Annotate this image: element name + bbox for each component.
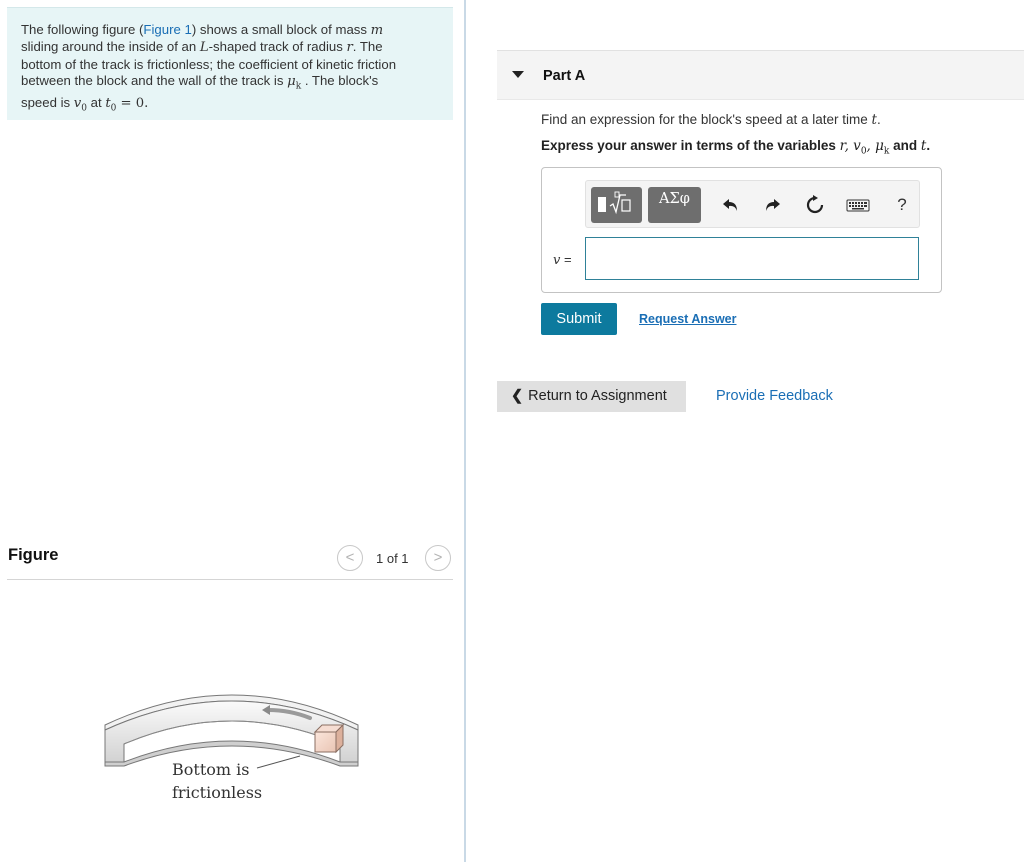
chevron-left-icon: ❮ bbox=[511, 388, 524, 404]
math-var-t: t bbox=[105, 96, 111, 112]
annotation-text: Bottom is bbox=[172, 760, 250, 779]
math-var-m: m bbox=[370, 23, 384, 38]
math-var-mu: μ bbox=[287, 74, 296, 90]
problem-text: The following figure ( bbox=[21, 22, 144, 37]
help-button[interactable]: ? bbox=[897, 195, 907, 214]
reset-icon[interactable] bbox=[803, 193, 827, 217]
problem-statement bbox=[7, 7, 453, 120]
caret-down-icon[interactable] bbox=[512, 71, 524, 78]
equals-sign: = bbox=[560, 252, 572, 267]
figure-illustration bbox=[100, 680, 365, 810]
answer-variable-label bbox=[553, 252, 572, 268]
templates-sqrt-icon[interactable] bbox=[591, 187, 642, 223]
left-pane bbox=[0, 0, 466, 862]
problem-text: -shaped track of radius bbox=[208, 39, 347, 55]
question-prefix: Find an expression for the block's speed at a later time bbox=[541, 112, 872, 127]
question-text bbox=[541, 112, 881, 128]
block bbox=[315, 725, 343, 752]
request-answer-link[interactable]: Request Answer bbox=[639, 312, 737, 326]
instruction-and: and bbox=[889, 138, 921, 153]
problem-text: . The block's bbox=[301, 73, 379, 89]
part-a-header[interactable] bbox=[497, 50, 1024, 100]
math-var-v: v bbox=[553, 253, 561, 268]
annotation-text: frictionless bbox=[172, 783, 263, 802]
return-to-assignment-button[interactable] bbox=[497, 381, 686, 412]
annotation-leader bbox=[257, 756, 300, 768]
problem-text: = 0. bbox=[116, 96, 149, 112]
chevron-left-icon[interactable]: < bbox=[337, 545, 363, 571]
math-sub-0: 0 bbox=[110, 103, 117, 114]
problem-text: ) shows a small block of mass bbox=[191, 22, 371, 37]
figure-header bbox=[7, 544, 453, 580]
problem-text: sliding around the inside of an bbox=[21, 39, 200, 55]
math-var-mu: , μ bbox=[866, 138, 884, 154]
math-sub-k: k bbox=[883, 146, 890, 157]
question-suffix: . bbox=[876, 112, 881, 127]
math-toolbar bbox=[585, 180, 920, 228]
math-sub-k: k bbox=[295, 81, 302, 92]
instruction-text bbox=[541, 138, 930, 157]
math-var-L: L bbox=[199, 40, 209, 56]
math-vars: r, v bbox=[839, 138, 861, 154]
problem-text: speed is bbox=[21, 95, 74, 111]
greek-symbols-button[interactable]: ΑΣφ bbox=[648, 187, 701, 223]
answer-panel bbox=[541, 167, 942, 293]
math-sub-0: 0 bbox=[860, 146, 867, 157]
math-var-t: t bbox=[920, 138, 927, 154]
part-title: Part A bbox=[543, 68, 586, 84]
problem-text: between the block and the wall of the track is bbox=[21, 73, 288, 89]
figure-counter: 1 of 1 bbox=[376, 551, 409, 566]
figure-link[interactable]: Figure 1 bbox=[143, 22, 192, 37]
math-var-v: v bbox=[73, 96, 82, 112]
answer-input[interactable] bbox=[585, 237, 919, 280]
figure-title: Figure bbox=[8, 546, 59, 564]
instruction-prefix: Express your answer in terms of the variables bbox=[541, 138, 840, 153]
chevron-right-icon[interactable]: > bbox=[425, 545, 451, 571]
problem-text: at bbox=[86, 95, 106, 111]
problem-text: . The bbox=[352, 39, 383, 55]
math-var-r: r bbox=[346, 40, 353, 56]
undo-icon[interactable] bbox=[719, 193, 743, 217]
instruction-suffix: . bbox=[926, 138, 931, 153]
return-label: Return to Assignment bbox=[528, 388, 667, 404]
problem-text: bottom of the track is frictionless; the coefficient of kinetic friction bbox=[21, 56, 397, 72]
redo-icon[interactable] bbox=[760, 193, 784, 217]
keyboard-icon[interactable] bbox=[845, 193, 871, 217]
math-sub-0: 0 bbox=[81, 103, 87, 114]
math-var-t: t bbox=[871, 112, 877, 128]
submit-button[interactable]: Submit bbox=[541, 303, 617, 335]
provide-feedback-link[interactable]: Provide Feedback bbox=[716, 388, 833, 404]
